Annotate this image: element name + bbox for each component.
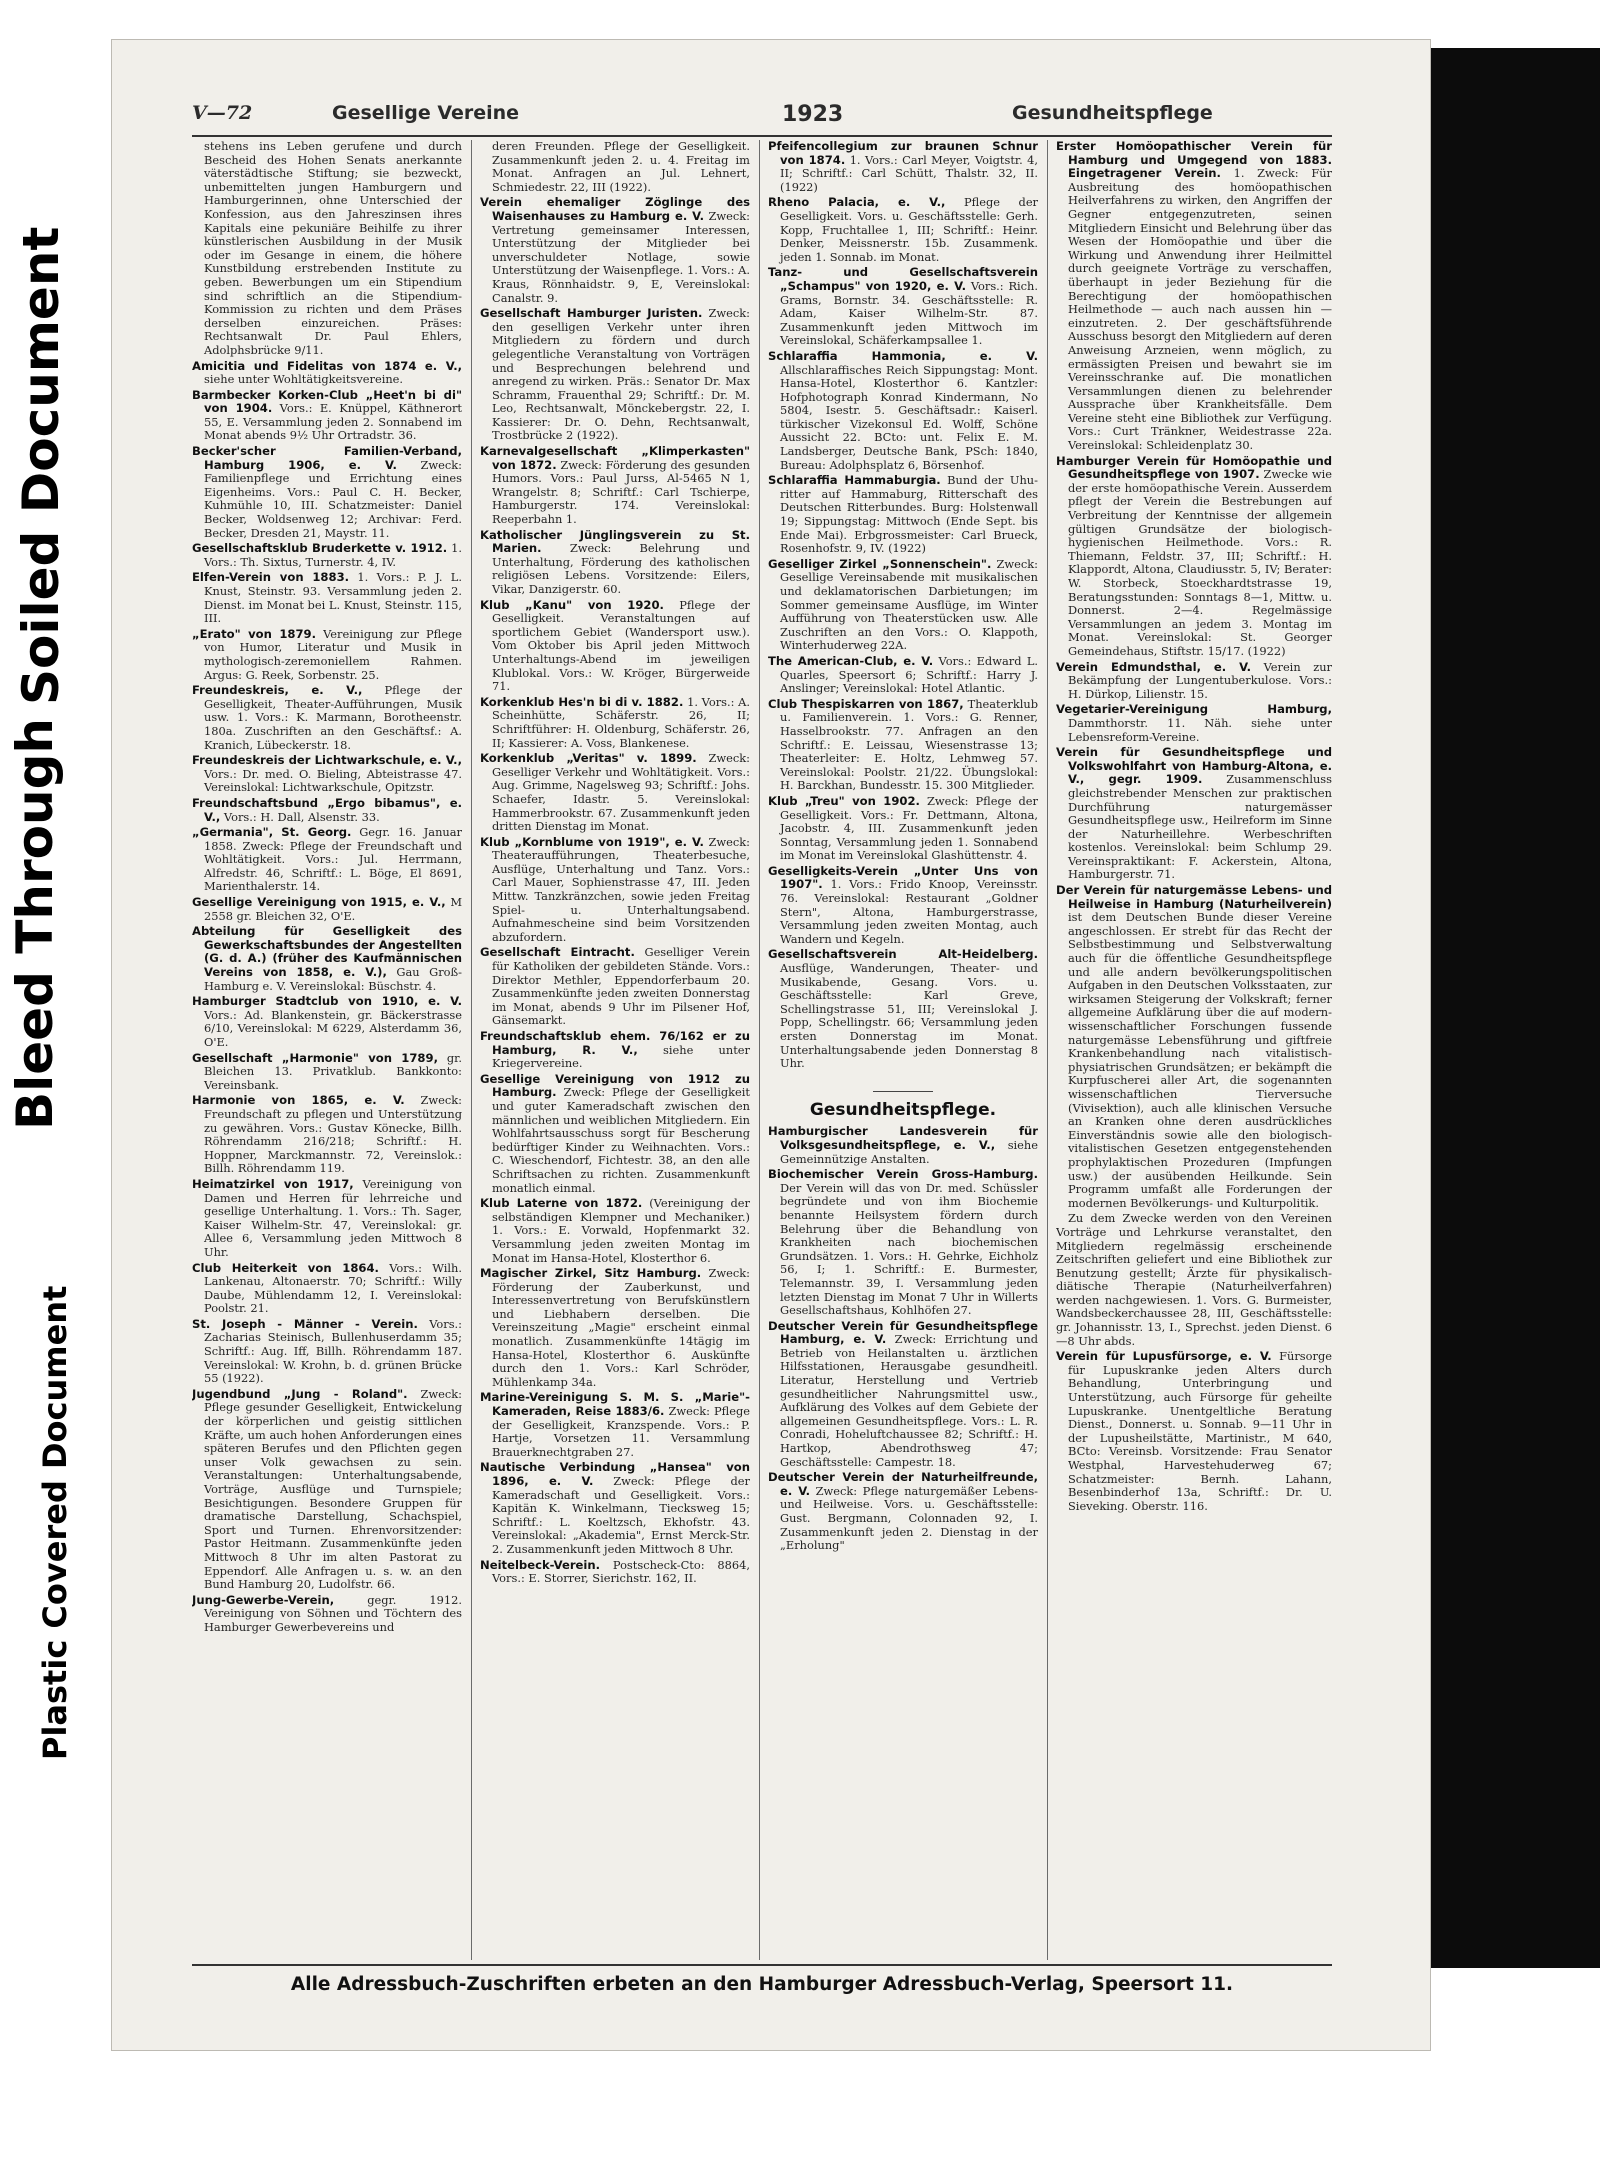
section-right-title: Gesundheitspflege [1012,102,1213,124]
entry-name: Deutscher Verein für Gesundheitspflege Hamburg, e. V. [768,1318,1038,1347]
directory-entry [192,684,462,752]
column-divider [1047,140,1048,1960]
entry-text: Gau Groß-Hamburg e. V. Vereinslokal: Büschstr. 4. [204,965,462,993]
directory-entry [1056,884,1332,1210]
entry-name: Jugendbund „Jung - Roland". [192,1386,408,1401]
entry-text: siehe unter Kriegervereine. [492,1042,750,1071]
entry-text: Zusammenschluss gleichstrebender Menschen zur praktischen Durchführung naturgemässer Gesundheitspflege usw., Heilreform im Sinne der Naturheillehre. Werbeschriften kostenlos. Vereinslokal: beim Schlump 29. Vereinspraktikant: F. Ackerstein, Altona, Hamburgerstr. 71. [1068,772,1332,882]
directory-entry [480,1267,750,1389]
side-labels [0,0,100,2177]
entry-text: deren Freunden. Pflege der Geselligkeit. Zusammenkunft jeden 2. u. 4. Freitag im Monat. Anfragen an Jul. Lehnert, Schmiedestr. 22, III (1922). [492,140,750,194]
directory-entry [192,925,462,993]
footer-rule [192,1964,1332,1966]
entry-name: Verein für Gesundheitspflege und Volkswohlfahrt von Hamburg-Altona, e. V., gegr. 1909. [1056,745,1332,787]
directory-entry [192,826,462,894]
entry-text: M 2558 gr. Bleichen 32, O'E. [204,895,462,923]
directory-entry [192,1318,462,1386]
directory-entry [480,696,750,750]
entry-text: Vors.: Ad. Blankenstein, gr. Bäckerstrasse 6/10, Vereinslokal: M 6229, Alsterdamm 36, O'E. [204,1007,462,1049]
entry-text: 1. Vors.: Carl Meyer, Voigtstr. 4, II; Schriftf.: Carl Schütt, Thalstr. 32, II. (1922) [780,152,1038,194]
directory-entry [480,307,750,443]
entry-text: Ausflüge, Wanderungen, Theater- und Musikabende, Gesang. Vors. u. Geschäftsstelle: Karl Greve, Schellingstrasse 51, III; Vereinslokal J. Popp, Schellingstr. 66; Versammlung jeden ersten Donnerstag im Monat. Unterhaltungsabende jeden Donnerstag 8 Uhr. [780,961,1038,1071]
directory-entry [192,571,462,625]
soiled-document-label: Soiled Document [12,226,70,705]
entry-text: 1. Vors.: A. Scheinhütte, Schäferstr. 26, II; Schriftführer: H. Oldenburg, Schäferstr. 26, II; Kassierer: A. Voss, Blankenese. [492,694,750,750]
entry-name: Freundschaftsbund „Ergo bibamus", e. V., [192,795,462,824]
entry-name: Verein Edmundsthal, e. V. [1056,659,1252,674]
entry-text: Zweck: Pflege der Kameradschaft und Geselligkeit. Vors.: Kapitän K. Winkelmann, Tiecksweg 15; Schriftf.: L. Koeltzsch, Ekhofstr. 43. Vereinslokal: „Akademia", Ernst Merck-Str. 2. Zusammenkunft jeden Mittwoch 8 Uhr. [492,1474,750,1556]
directory-entry [192,1388,462,1592]
directory-entry [480,1030,750,1071]
page-number: V—72 [192,102,253,124]
directory-entry [480,1391,750,1459]
entry-text: Zweck: Förderung der Zauberkunst, und Interessenvertretung von Berufskünstlern und Liebhabern derselben. Die Vereinszeitung „Magie" erscheint einmal monatlich. Zusammenkünfte 14tägig im Hansa-Hotel, Klosterthor 6. Auskünfte durch den 1. Vors.: Karl Schröder, Mühlenkamp 34a. [492,1266,750,1389]
section-left-title: Gesellige Vereine [332,102,520,124]
directory-entry [480,836,750,945]
dark-scan-border [1422,48,1600,1968]
entry-name: St. Joseph - Männer - Verein. [192,1316,418,1331]
entry-name: Verein für Lupusfürsorge, e. V. [1056,1349,1272,1364]
entry-name: Gesellschaftsklub Bruderkette v. 1912. [192,541,448,556]
entry-text: Vereinigung zur Pflege von Humor, Literatur und Musik in mythologisch-zeremoniellem Rahmen. Argus: G. Reek, Sorbenstr. 25. [204,626,462,682]
entry-name: Club Heiterkeit von 1864. [192,1260,379,1275]
directory-entry [768,196,1038,264]
entry-text: Theaterklub u. Familienverein. 1. Vors.: G. Renner, Hasselbrookstr. 77. Anfragen an den Schriftf.: E. Leissau, Wiesenstrasse 13; Theaterleiter: E. Holtz, Lehmweg 57. Vereinslokal: Poolstr. 21/22. Übungslokal: H. Barckhan, Bundesstr. 15. 300 Mitglieder. [780,696,1038,793]
directory-entry [192,896,462,923]
directory-entry [480,1197,750,1265]
directory-entry [192,628,462,682]
directory-entry [192,1052,462,1093]
entry-name: Gesellige Vereinigung von 1915, e. V., [192,895,446,910]
directory-entry [768,1125,1038,1166]
directory-entry [768,948,1038,1070]
entry-text: siehe Gemeinnützige Anstalten. [780,1137,1038,1166]
document-page [112,40,1430,2050]
entry-name: Elfen-Verein von 1883. [192,570,350,585]
page-footer: Alle Adressbuch-Zuschriften erbeten an den Hamburger Adressbuch-Verlag, Speersort 11. [290,1974,1234,1995]
directory-entry [480,1073,750,1195]
entry-name: Klub „Kornblume von 1919", e. V. [480,834,704,849]
entry-name: Heimatzirkel von 1917, [192,1176,354,1191]
directory-entry [768,266,1038,348]
entry-name: Gesellschaft Hamburger Juristen. [480,306,703,321]
directory-entry [480,1559,750,1586]
directory-entry [192,1178,462,1260]
directory-entry [480,946,750,1028]
directory-entry [480,1461,750,1556]
directory-entry [768,1168,1038,1318]
directory-entry [768,655,1038,696]
entry-text: gr. Bleichen 13. Privatklub. Bankkonto: Vereinsbank. [204,1050,462,1092]
entry-name: Hamburgischer Landesverein für Volksgesundheitspflege, e. V., [768,1124,1038,1152]
directory-entry [480,445,750,527]
directory-entry [192,1262,462,1316]
directory-entry [192,389,462,443]
entry-text: Verein zur Bekämpfung der Lungentuberkulose. Vors.: H. Dürkop, Lilienstr. 15. [1068,659,1332,701]
entry-name: Karnevalgesellschaft „Klimperkasten" von 1872. [480,444,750,472]
entry-text: Zweck: Pflege gesunder Geselligkeit, Entwickelung der körperlichen und geistig sittlichen Kräfte, um auch hohen Anforderungen eines späteren Berufes und den Pflichten gegen unser Volk gewachsen zu sein. Veranstaltungen: Unterhaltungsabende, Vorträge, Ausflüge und Turnspiele; Besichtigungen. Besondere Gruppen für dramatische Darstellung, Schachspiel, Sport und Turnen. Ehrenvorsitzender: Pastor Heitmann. Zusammenkünfte jeden Mittwoch 8 Uhr im alten Pastorat zu Eppendorf. Alle Anfragen u. s. w. an den Bund Hamburg 20, Ludolfstr. 66. [204,1386,462,1592]
entry-text: Allschlaraffisches Reich Sippungstag: Mont. Hansa-Hotel, Klosterthor 6. Kantzler: Hofphotograph Konrad Kindermann, No 5804, Isestr. 5. Geschäftsadr.: Kaiserl. türkischer Vizekonsul Ed. Wolff, Schöne Aussicht 22. BCto: unt. Felix E. M. Landsberger, Deutsche Bank, PSch: 1840, Bureau: Adolphsplatz 6, Börsenhof. [780,362,1038,472]
entry-name: Gesellschaft „Harmonie" von 1789, [192,1050,438,1065]
directory-entry [192,995,462,1049]
directory-entry [768,558,1038,653]
entry-text: Zweck: Gesellige Vereinsabende mit musikalischen und deklamatorischen Darbietungen; im Sommer gemeinsame Ausflüge, im Winter Aufführung von Theaterstücken usw. Alle Zuschriften an den Vors.: O. Klappoth, Winterhuderweg 22A. [780,556,1038,653]
entry-name: Rheno Palacia, e. V., [768,195,946,210]
entry-text: 1. Vors.: Frido Knoop, Vereinsstr. 76. Vereinslokal: Restaurant „Goldner Stern", Altona, Hamburgerstrasse, Versammlung jeden zweiten Montag, auch Wandern und Kegeln. [780,877,1038,946]
entry-name: Geselliger Zirkel „Sonnenschein". [768,556,992,571]
entry-text: ist dem Deutschen Bunde dieser Vereine angeschlossen. Er strebt für das Recht der Selbstbestimmung und Selbstverwaltung auch für die öffentliche Gesundheitspflege und alle andern bevölkerungspolitischen Aufgaben in den Deutschen Volksstaaten, zur wirksamen Steigerung der Volkskraft; ferner allgemeine Aufklärung über die auf modern-wissenschaftlicher Forschungen fussende naturgemässe Lebensführung und giftfreie Krankenbehandlung nach vitalistisch-physiatrischen Grundsätzen; er bekämpft die Kurpfuscherei aller Art, die sogenannten wissenschaftlichen Tierversuche (Vivisektion), auch alle klinischen Versuche an Kranken ohne deren ausdrückliches Einverständnis sowie alle den biologisch-vitalistischen Gesetzen entgegenstehenden prophylaktischen Prozeduren (Impfungen usw.) der ausübenden Heilkunde. Sein Programm umfaßt alle Forderungen der modernen Bevölkerungs- und Kulturpolitik. [1068,910,1332,1210]
entry-text: Zweck: Pflege der Geselligkeit und guter Kameradschaft zwischen den männlichen und weiblichen Mitgliedern. Ein Wohlfahrtsausschuss sorgt für Bescherung bedürftiger Kinder zu Weihnachten. Vors.: C. Wieschendorf, Fichtestr. 38, an den alle Schriftsachen zu richten. Zusammenkunft monatlich einmal. [492,1085,750,1195]
entry-text: Zweck: den geselligen Verkehr unter ihren Mitgliedern zu fördern und durch gelegentliche Veranstaltung von Vorträgen und Besprechungen belehrend und anregend zu wirken. Präs.: Senator Dr. Max Schramm, Frauenthal 29; Schriftf.: Dr. M. Leo, Rechtsanwalt, Mönckebergstr. 22, I. Kassierer: Dr. O. Dehn, Rechtsanwalt, Trostbrücke 2 (1922). [492,306,750,443]
entry-name: Der Verein für naturgemässe Lebens- und Heilweise in Hamburg (Naturheilverein) [1056,883,1332,911]
entry-text: gegr. 1912. Vereinigung von Söhnen und Töchtern des Hamburger Gewerbevereins und [204,1592,462,1634]
column-divider [759,140,760,1960]
entry-text: Vors.: H. Dall, Alsenstr. 33. [223,809,380,824]
header-rule [192,135,1332,137]
entry-text: Vors.: Wilh. Lankenau, Altonaerstr. 70; Schriftf.: Willy Daube, Mühlendamm 12, I. Vereinslokal: Poolstr. 21. [204,1260,462,1316]
entry-name: Freundeskreis, e. V., [192,683,363,698]
entry-text: Vors.: Dr. med. O. Bieling, Abteistrasse 47. Vereinslokal: Lichtwarkschule, Opitzstr. [204,766,462,795]
entry-name: „Erato" von 1879. [192,626,317,641]
entry-text: Vors.: Zacharias Steinisch, Bullenhuserdamm 35; Schriftf.: Aug. Iff, Billh. Röhrendamm 187. Vereinslokal: W. Krohn, b. d. grünen Brücke 55 (1922). [204,1316,462,1386]
entry-name: Erster Homöopathischer Verein für Hamburg und Umgegend von 1883. Eingetragener Verein. [1056,140,1332,181]
section-title: Gesundheitspflege. [809,1099,997,1120]
entry-name: Korkenklub Hes'n bi di v. 1882. [480,694,684,709]
entry-text: Zweck: Förderung des gesunden Humors. Vors.: Paul Jurss, Al-5465 N 1, Wrangelstr. 8; Schriftf.: Carl Tschierpe, Hamburgerstr. 174. Vereinslokal: Reeperbahn 1. [492,457,750,527]
entry-name: Hamburger Stadtclub von 1910, e. V. [192,994,462,1009]
column-2 [480,140,750,1960]
entry-text: Der Verein will das von Dr. med. Schüssler begründete und von ihm Biochemie benannte Heilsystem fördern durch Belehrung über die Behandlung von Krankheiten nach biochemischen Grundsätzen. 1. Vors.: H. Gehrke, Eichholz 56, I; 1. Schriftf.: E. Burmester, Telemannstr. 39, I. Versammlung jeden letzten Dienstag im Monat 7 Uhr in Willerts Gesellschaftshaus, Kohlhöfen 27. [780,1180,1038,1318]
entry-name: Biochemischer Verein Gross-Hamburg. [768,1167,1038,1182]
entry-text: Postscheck-Cto: 8864, Vors.: E. Storrer, Sierichstr. 162, II. [492,1557,750,1586]
directory-entry [192,1594,462,1635]
entry-name: Katholischer Jünglingsverein zu St. Marien. [480,527,750,556]
entry-text: Gegr. 16. Januar 1858. Zweck: Pflege der Freundschaft und Wohltätigkeit. Vors.: Jul. Herrmann, Alfredstr. 46, Schriftf.: L. Böge, El 8691, Marienthalerstr. 14. [204,825,462,894]
directory-entry [192,797,462,824]
directory-entry [192,445,462,540]
entry-name: Jung-Gewerbe-Verein, [192,1592,335,1607]
directory-entry [1056,1212,1332,1348]
entry-text: 1. Zweck: Für Ausbreitung des homöopathischen Heilverfahrens zu wirken, den Angriffen der Gegner entgegenzutreten, seinen Mitgliedern Einsicht und Belehrung über das Wesen der Homöopathie und über die Wirkung und Anwendung ihrer Heilmittel durch geeignete Vorträge zu verschaffen, überhaupt in jeder Beziehung für die Berechtigung der homöopathischen Heilmethode — auch nach aussen hin — einzutreten. 2. Der geschäftsführende Ausschuss besorgt den Mitgliedern auf deren Anweisung Arzneien, wenn möglich, zu ermässigten Preisen und bewahrt sie im Vereinsschranke auf. Die monatlichen Versammlungen dienen zu belehrender Aussprache über Krankheitsfälle. Dem Vereine steht eine Bibliothek zur Verfügung. Vors.: Curt Tränkner, Weidestrasse 22a. Vereinslokal: Schleidenplatz 30. [1068,166,1332,453]
entry-name: Freundschaftsklub ehem. 76/162 er zu Hamburg, R. V., [480,1029,750,1057]
page-year: 1923 [782,102,844,127]
entry-text: stehens ins Leben gerufene und durch Bescheid des Hohen Senats anerkannte väterstädtische Stiftung; sie bezweckt, unbemittelten jungen Hamburgern und Hamburgerinnen, ohne Unterschied der Konfession, aus den Jahreszinsen ihres Kapitals eine pekuniäre Beihilfe zu ihrer künstlerischen Ausbildung in der Musik oder im Gesange in einem, die höhere Kunstbildung erstrebenden Institute zu geben. Bewerbungen um ein Stipendium sind schriftlich an die Stipendium-Kommission zu richten und dem Präses derselben einzureichen. Präses: Rechtsanwalt Dr. Paul Ehlers, Adolphsbrücke 9/11. [204,140,462,357]
plastic-covered-label: Plastic Covered Document [36,1285,74,1760]
entry-name: Schlaraffia Hammaburgia. [768,473,941,488]
directory-entry [768,350,1038,472]
column-1 [192,140,462,1960]
entry-text: Geselliger Verein für Katholiken der gebildeten Stände. Vors.: Direktor Methler, Eppendorferbaum 20. Zusammenkünfte jeden zweiten Donnerstag im Monat, abends 9 Uhr im Pilsener Hof, Gänsemarkt. [492,945,750,1028]
entry-text: Zwecke wie der erste homöopathische Verein. Ausserdem pflegt der Verein die Bestrebungen auf Verbreitung der Kenntnisse der allgemein gültigen Grundsätze der biologisch-hygienischen Heilmethode. Vors.: R. Thiemann, Feldstr. 37, III; Schriftf.: H. Klappordt, Altona, Claudiusstr. 5, IV; Berater: W. Storbeck, Stoeckhardtstrasse 19, Beratungsstunden: Sonntags 8—1, Mittw. u. Donnerst. 2—4. Regelmässige Versammlungen an jedem 3. Montag im Monat. Vereinslokal: St. Georger Gemeindehaus, Stiftstr. 15/17. (1922) [1068,467,1332,658]
directory-entry [192,140,462,358]
entry-name: Gesellschaft Eintracht. [480,945,635,960]
directory-entry [480,529,750,597]
directory-entry [768,698,1038,793]
entry-text: Pflege der Geselligkeit. Vors. u. Geschäftsstelle: Gerh. Kopp, Fruchtallee 1, III; Schriftf.: Heinr. Denker, Meissnerstr. 15b. Zusammenk. jeden 1. Sonnab. im Monat. [780,195,1038,264]
entry-text: Vors.: E. Knüppel, Käthnerort 55, E. Versammlung jeden 2. Sonnabend im Monat abends 9½ Uhr Ortradstr. 36. [204,401,462,443]
page-header [192,102,1332,132]
directory-entry [480,140,750,194]
entry-name: Gesellige Vereinigung von 1912 zu Hamburg. [480,1071,750,1100]
entry-name: Klub „Kanu" von 1920. [480,597,664,612]
entry-text: Zweck: Pflege naturgemäßer Lebens- und Heilweise. Vors. u. Geschäftsstelle: Gust. Bergmann, Colonnaden 92, I. Zusammenkunft jeden 2. Dienstag in der „Erholung" [780,1483,1038,1553]
entry-name: „Germania", St. Georg. [192,825,352,840]
entry-name: Pfeifencollegium zur braunen Schnur von 1874. [768,140,1038,167]
entry-text: Zweck: Belehrung und Unterhaltung, Förderung des katholischen religiösen Lebens. Vorsitzende: Eilers, Vikar, Danzigerstr. 60. [492,541,750,596]
entry-name: Harmonie von 1865, e. V. [192,1093,405,1108]
directory-entry [1056,703,1332,744]
entry-name: Freundeskreis der Lichtwarkschule, e. V., [192,753,462,768]
directory-entry [480,599,750,694]
entry-name: Verein ehemaliger Zöglinge des Waisenhauses zu Hamburg e. V. [480,195,750,223]
entry-text: (Vereinigung der selbständigen Klempner und Mechaniker.) 1. Vors.: E. Vorwald, Hopfenmarkt 32. Versammlung jeden zweiten Montag im Monat im Hansa-Hotel, Klosterthor 6. [492,1196,750,1265]
directory-entry [192,754,462,795]
entry-text: siehe unter Wohltätigkeitsvereine. [204,372,404,387]
entry-text: Pflege der Geselligkeit, Theater-Aufführungen, Musik usw. 1. Vors.: K. Marmann, Borotheenstr. 180a. Zuschriften an den Geschäftsf.: A. Kranich, Lübeckerstr. 18. [204,683,462,752]
column-4 [1056,140,1332,1960]
entry-name: Gesellschaftsverein Alt-Heidelberg. [768,947,1038,962]
entry-name: Club Thespiskarren von 1867, [768,696,964,711]
entry-text: Bund der Uhu-ritter auf Hammaburg, Ritterschaft des Deutschen Ritterbundes. Burg: Holstenwall 19; Sippungstag: Mittwoch (Ende Sept. bis Ende Mai). Erbgrossmeister: Carl Brueck, Rosenhofstr. 9, IV. (1922) [780,473,1038,556]
entry-name: Hamburger Verein für Homöopathie und Gesundheitspflege von 1907. [1056,453,1332,482]
entry-name: Nautische Verbindung „Hansea" von 1896, e. V. [480,1460,750,1488]
directory-entry [480,752,750,834]
directory-entry [1056,455,1332,659]
entry-name: Barmbecker Korken-Club „Heet'n bi di" von 1904. [192,387,462,416]
entry-text: Zweck: Pflege der Geselligkeit, Kranzspende. Vors.: P. Hartje, Vorsetzen 11. Versammlung Brauerknechtgraben 27. [492,1404,750,1459]
directory-entry [768,474,1038,556]
entry-name: Becker'scher Familien-Verband, Hamburg 1906, e. V. [192,444,462,472]
directory-entry [1056,661,1332,702]
directory-entry [768,1471,1038,1553]
directory-entry [768,1320,1038,1470]
entry-text: Dammthorstr. 11. Näh. siehe unter Lebensreform-Vereine. [1068,715,1332,744]
directory-entry [192,360,462,387]
entry-name: The American-Club, e. V. [768,653,934,668]
entry-name: Klub „Treu" von 1902. [768,793,920,808]
entry-text: Zweck: Freundschaft zu pflegen und Unterstützung zu gewähren. Vors.: Gustav Könecke, Billh. Röhrendamm 216/218; Schriftf.: H. Hoppner, Marckmannstr. 72, Vereinslok.: Billh. Röhrendamm 119. [204,1093,462,1176]
entry-name: Neitelbeck-Verein. [480,1557,601,1572]
entry-name: Amicitia und Fidelitas von 1874 e. V., [192,358,462,373]
entry-name: Schlaraffia Hammonia, e. V. [768,348,1038,363]
directory-entry [768,140,1038,194]
directory-entry [768,795,1038,863]
entry-text: Zu dem Zwecke werden von den Vereinen Vorträge und Lehrkurse veranstaltet, den Mitgliedern regelmässig erscheinende Zeitschriften geliefert und eine Bibliothek zur Benutzung gestellt; Ärzte für physikalisch-diätische Therapie (Naturheilverfahren) werden nachgewiesen. 1. Vors. G. Burmeister, Wandsbeckerchaussee 28, III, Geschäftsstelle: gr. Johannisstr. 13, I., Sprechst. jeden Dienst. 6—8 Uhr abds. [1056,1211,1332,1348]
entry-name: Tanz- und Gesellschaftsverein „Schampus" von 1920, e. V. [768,265,1038,293]
entry-name: Vegetarier-Vereinigung Hamburg, [1056,702,1332,717]
entry-name: Marine-Vereinigung S. M. S. „Marie"-Kameraden, Reise 1883/6. [480,1390,750,1419]
text-columns [192,140,1332,1960]
entry-text: Zweck: Geselliger Verkehr und Wohltätigkeit. Vors.: Aug. Grimme, Nagelsweg 93; Schriftf.: Johs. Schaefer, Idastr. 5. Vereinslokal: Hammerbrookstr. 67. Zusammenkunft jeden dritten Dienstag im Monat. [492,751,750,834]
directory-entry [480,196,750,305]
entry-text: Zweck: Familienpflege und Errichtung eines Eigenheims. Vors.: Paul C. H. Becker, Kuhmühle 10, III. Schatzmeister: Daniel Becker, Woldsenweg 12; Archivar: Ferd. Becker, Dresden 21, Maystr. 11. [204,457,462,540]
entry-text: Zweck: Vertretung gemeinsamer Interessen, Unterstützung der Mitglieder bei unverschuldeter Notlage, sowie Unterstützung der Waisenpflege. 1. Vors.: A. Kraus, Rönnhaidstr. 9, E, Vereinslokal: Canalstr. 9. [492,208,750,305]
entry-text: Vors.: Rich. Grams, Bornstr. 34. Geschäftsstelle: R. Adam, Kaiser Wilhelm-Str. 87. Zusammenkunft jeden Mittwoch im Vereinslokal, Schäferkampsallee 1. [780,278,1038,348]
entry-name: Klub Laterne von 1872. [480,1196,643,1211]
column-3 [768,140,1038,1960]
entry-name: Geselligkeits-Verein „Unter Uns von 1907". [768,863,1038,892]
entry-text: 1. Vors.: Th. Sixtus, Turnerstr. 4, IV. [204,541,462,569]
column-divider [471,140,472,1960]
entry-text: Fürsorge für Lupuskranke jeden Alters durch Behandlung, Unterbringung und Unterstützung, auch Fürsorge für geheilte Lupuskranke. Unentgeltliche Beratung Dienst., Donnerst. u. Sonnab. 9—11 Uhr in der Lupusheilstätte, Martinistr., M 640, BCto: Vereinsb. Vorsitzende: Frau Senator Westphal, Harvestehuderweg 67; Schatzmeister: Bernh. Lahann, Besenbinderhof 13a, Schriftf.: Dr. U. Sieveking. Oberstr. 116. [1068,1349,1332,1513]
directory-entry [1056,1350,1332,1513]
entry-text: Zweck: Theateraufführungen, Theaterbesuche, Ausflüge, Unterhaltung und Tanz. Vors.: Carl Mauer, Sophienstrasse 47, III. Jeden Mittw. Tanzkränzchen, sowie jeden Freitag Spiel- u. Unterhaltungsabend. Aufnahmescheine sind beim Vorsitzenden abzufordern. [492,834,750,944]
entry-text: Zweck: Pflege der Geselligkeit. Vors.: Fr. Dettmann, Altona, Jacobstr. 4, III. Zusammenkunft jeden Sonntag, Versammlung jeden 1. Sonnabend im Monat im Vereinslokal Glashüttenstr. 4. [780,793,1038,863]
directory-entry [192,542,462,569]
entry-name: Deutscher Verein der Naturheilfreunde, e. V. [768,1470,1038,1498]
entry-text: Zweck: Errichtung und Betrieb von Heilanstalten u. ärztlichen Hilfsstationen, Herausgabe gesundheitl. Literatur, Herstellung und Vertrieb gesundheitlicher Nahrungsmittel usw., Aufklärung des Volkes auf dem Gebiete der allgemeinen Gesundheitspflege. Vors.: L. R. Conradi, Hoheluftchaussee 82; Schriftf.: H. Hartkop, Abendrothsweg 47; Geschäftsstelle: Campestr. 18. [780,1332,1038,1469]
section-divider [873,1091,933,1092]
bleed-through-label: Bleed Through [6,718,64,1130]
entry-text: Pflege der Geselligkeit. Veranstaltungen auf sportlichem Gebiet (Wandersport usw.). Vom Oktober bis April jeden Mittwoch Unterhaltungs-Abend im jeweiligen Klublokal. Vors.: W. Kröger, Bürgerweide 71. [492,597,750,694]
directory-entry [192,1094,462,1176]
directory-entry [1056,140,1332,453]
entry-name: Abteilung für Geselligkeit des Gewerkschaftsbundes der Angestellten (G. d. A.) (früher des Kaufmännischen Vereins von 1858, e. V.), [192,924,462,980]
directory-entry [1056,746,1332,882]
directory-entry [768,865,1038,947]
entry-name: Magischer Zirkel, Sitz Hamburg. [480,1266,702,1281]
entry-name: Korkenklub „Veritas" v. 1899. [480,751,697,766]
entry-text: 1. Vors.: P. J. L. Knust, Steinstr. 93. Versammlung jeden 2. Dienst. im Monat bei L. Knust, Steinstr. 115, III. [204,570,462,626]
entry-text: Vors.: Edward L. Quarles, Speersort 6; Schriftf.: Harry J. Anslinger; Vereinslokal: Hotel Atlantic. [780,653,1038,696]
entry-text: Vereinigung von Damen und Herren für lehrreiche und gesellige Unterhaltung. 1. Vors.: Th. Sager, Kaiser Wilhelm-Str. 47, Vereinslokal: gr. Allee 6, Versammlung jeden Mittwoch 8 Uhr. [204,1176,462,1259]
